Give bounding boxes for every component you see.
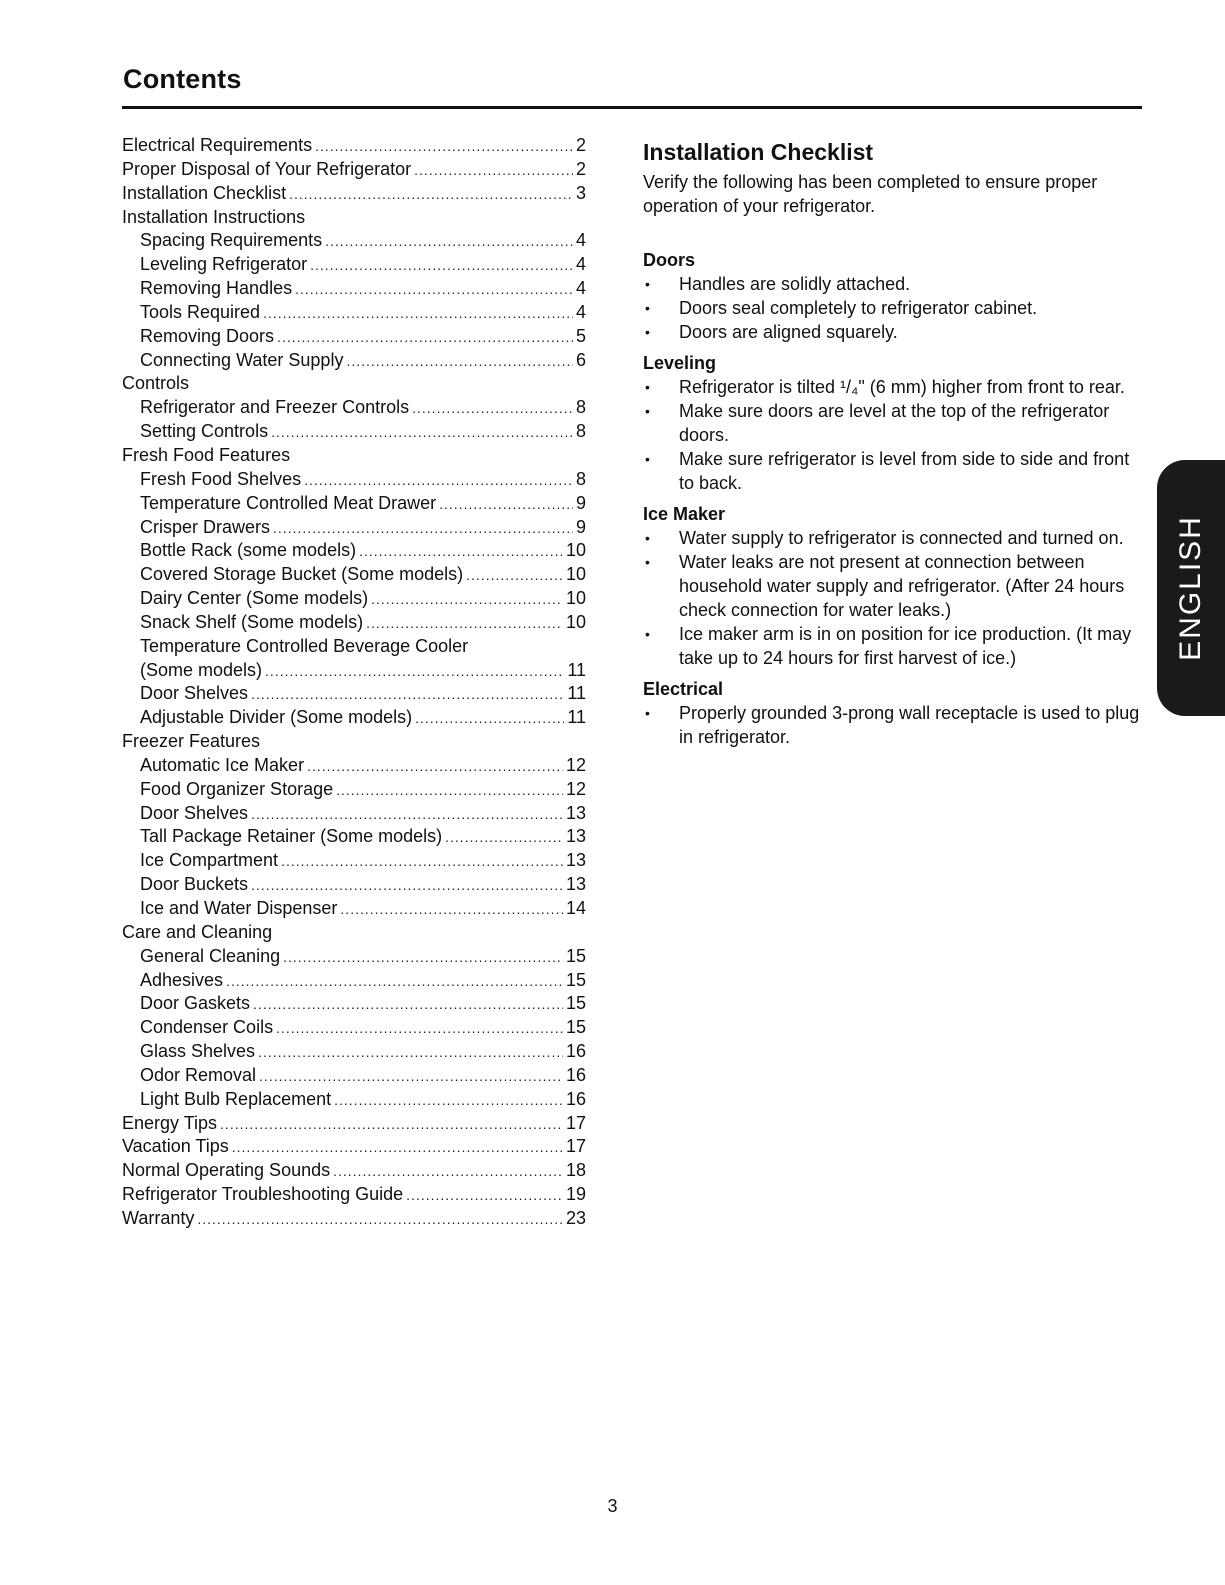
- toc-entry: [122, 396, 586, 420]
- toc-entry-label: Door Buckets: [140, 874, 249, 895]
- toc-entry-page: 4: [575, 254, 586, 275]
- toc-entry-label: Condenser Coils: [140, 1017, 274, 1038]
- toc-entry: [122, 563, 586, 587]
- installation-checklist: [643, 138, 1148, 749]
- bullet-icon: •: [645, 324, 650, 340]
- toc-entry-label: Light Bulb Replacement: [140, 1088, 332, 1109]
- checklist-title: Installation Checklist: [643, 139, 874, 165]
- toc-entry-label: Adjustable Divider (Some models): [140, 707, 413, 728]
- toc-entry: [122, 1040, 586, 1064]
- toc-entry-page: 19: [565, 1184, 586, 1205]
- toc-dot-leader: [315, 135, 573, 159]
- toc-entry-label: Normal Operating Sounds: [122, 1160, 331, 1181]
- toc-entry: [122, 444, 586, 468]
- doors-list: [643, 272, 1148, 344]
- toc-entry-label: (Some models): [140, 659, 263, 680]
- toc-dot-leader: [226, 970, 563, 994]
- toc-entry: [122, 1159, 586, 1183]
- toc-entry-label: Proper Disposal of Your Refrigerator: [122, 158, 412, 179]
- list-item: [643, 526, 1148, 550]
- toc-dot-leader: [283, 946, 563, 970]
- toc-entry-page: 11: [567, 707, 586, 728]
- toc-dot-leader: [414, 159, 573, 183]
- toc-dot-leader: [406, 1184, 563, 1208]
- toc-dot-leader: [263, 302, 573, 326]
- toc-entry: [122, 873, 586, 897]
- list-item-text: Refrigerator is tilted ¹/₄" (6 mm) higher from front to rear.: [679, 377, 1125, 397]
- toc-entry: [122, 1183, 586, 1207]
- toc-entry-page: 16: [565, 1088, 586, 1109]
- toc-entry: [122, 992, 586, 1016]
- list-item: [643, 447, 1148, 495]
- section-title: Electrical: [643, 679, 724, 699]
- toc-dot-leader: [439, 493, 573, 517]
- toc-dot-leader: [197, 1208, 563, 1232]
- toc-entry-label: Odor Removal: [140, 1064, 257, 1085]
- language-tab: [1157, 460, 1225, 716]
- toc-entry-page: 13: [565, 850, 586, 871]
- toc-entry-page: 15: [565, 1017, 586, 1038]
- toc-dot-leader: [251, 803, 563, 827]
- toc-dot-leader: [253, 993, 563, 1017]
- toc-entry: [122, 587, 586, 611]
- bullet-icon: •: [645, 554, 650, 570]
- page-number: 3: [607, 1496, 618, 1516]
- toc-entry-label: Removing Handles: [140, 278, 293, 299]
- toc-entry: [122, 301, 586, 325]
- toc-entry: [122, 182, 586, 206]
- toc-entry-page: 13: [565, 874, 586, 895]
- toc-dot-leader: [336, 779, 563, 803]
- toc-entry: [122, 1135, 586, 1159]
- toc-entry: [122, 921, 586, 945]
- toc-entry: [122, 969, 586, 993]
- list-item-text: Ice maker arm is in on position for ice production. (It may take up to 24 hours for first harvest of ice.): [679, 624, 1132, 668]
- toc-entry-page: 10: [565, 588, 586, 609]
- toc-entry-label: Tall Package Retainer (Some models): [140, 826, 443, 847]
- checklist-intro: Verify the following has been completed to ensure proper operation of your refrigerator.: [643, 172, 1098, 216]
- toc-entry-page: 4: [575, 230, 586, 251]
- toc-dot-leader: [271, 421, 573, 445]
- toc-dot-leader: [310, 254, 573, 278]
- toc-dot-leader: [371, 588, 563, 612]
- toc-entry: [122, 849, 586, 873]
- list-item-text: Doors seal completely to refrigerator cabinet.: [679, 298, 1038, 318]
- toc-entry-label: Temperature Controlled Beverage Cooler: [140, 635, 469, 656]
- toc-entry-page: 4: [575, 301, 586, 322]
- toc-entry-page: 18: [565, 1160, 586, 1181]
- toc-entry: [122, 825, 586, 849]
- toc-dot-leader: [304, 469, 573, 493]
- toc-entry-page: 10: [565, 540, 586, 561]
- toc-entry: [122, 706, 586, 730]
- toc-entry: [122, 1016, 586, 1040]
- toc-dot-leader: [259, 1065, 563, 1089]
- toc-dot-leader: [333, 1160, 563, 1184]
- toc-dot-leader: [466, 564, 563, 588]
- toc-entry: [122, 325, 586, 349]
- toc-entry-label: Ice Compartment: [140, 850, 279, 871]
- toc-entry: [122, 158, 586, 182]
- toc-entry: [122, 468, 586, 492]
- toc-entry: [122, 516, 586, 540]
- electrical-list: [643, 701, 1148, 749]
- toc-entry-page: 15: [565, 969, 586, 990]
- toc-dot-leader: [359, 540, 563, 564]
- toc-dot-leader: [265, 660, 564, 684]
- toc-entry-label: Connecting Water Supply: [140, 349, 344, 370]
- toc-dot-leader: [281, 850, 563, 874]
- toc-entry: [122, 134, 586, 158]
- toc-entry: [122, 802, 586, 826]
- toc-entry: [122, 492, 586, 516]
- toc-entry-page: 9: [575, 492, 586, 513]
- toc-entry-page: 12: [565, 778, 586, 799]
- toc-entry-page: 17: [565, 1112, 586, 1133]
- toc-dot-leader: [366, 612, 563, 636]
- toc-entry-label: Covered Storage Bucket (Some models): [140, 564, 464, 585]
- toc-entry: [122, 206, 586, 230]
- toc-entry: [122, 349, 586, 373]
- toc-entry-label: Door Shelves: [140, 683, 249, 704]
- toc-entry-page: 6: [575, 349, 586, 370]
- toc-dot-leader: [251, 683, 564, 707]
- toc-entry-page: 5: [575, 325, 586, 346]
- toc-dot-leader: [334, 1089, 563, 1113]
- toc-entry-page: 2: [575, 135, 586, 155]
- toc-entry-page: 8: [575, 421, 586, 442]
- toc-entry-page: 10: [565, 611, 586, 632]
- electrical-section: [643, 677, 1148, 749]
- toc-entry-page: 16: [565, 1041, 586, 1062]
- bullet-icon: •: [645, 626, 650, 642]
- toc-entry-page: 15: [565, 945, 586, 966]
- language-tab-label: ENGLISH: [1174, 515, 1207, 661]
- table-of-contents: [122, 134, 586, 1231]
- toc-entry-page: 3: [575, 182, 586, 203]
- list-item: [643, 272, 1148, 296]
- bullet-icon: •: [645, 379, 650, 395]
- section-title: Doors: [643, 250, 696, 270]
- toc-entry-label: Automatic Ice Maker: [140, 754, 305, 775]
- toc-entry-label: Crisper Drawers: [140, 516, 271, 537]
- toc-entry: [122, 754, 586, 778]
- toc-entry-label: Controls: [122, 373, 190, 394]
- list-item-text: Handles are solidly attached.: [679, 274, 911, 294]
- toc-entry-page: 17: [565, 1136, 586, 1157]
- page-title: Contents: [123, 64, 242, 94]
- toc-entry-label: Installation Instructions: [122, 206, 306, 227]
- toc-entry: [122, 1064, 586, 1088]
- bullet-icon: •: [645, 451, 650, 467]
- toc-entry-label: Installation Checklist: [122, 182, 287, 203]
- toc-dot-leader: [220, 1113, 563, 1137]
- toc-dot-leader: [445, 826, 563, 850]
- toc-entry-page: 13: [565, 802, 586, 823]
- toc-entry-label: Energy Tips: [122, 1112, 218, 1133]
- toc-entry: [122, 539, 586, 563]
- toc-entry: [122, 730, 586, 754]
- toc-entry-label: Spacing Requirements: [140, 230, 323, 251]
- list-item-text: Make sure doors are level at the top of the refrigerator doors.: [679, 401, 1110, 445]
- toc-entry-label: Dairy Center (Some models): [140, 588, 369, 609]
- leveling-list: [643, 375, 1148, 495]
- toc-entry-label: Refrigerator Troubleshooting Guide: [122, 1184, 404, 1205]
- list-item: [643, 622, 1148, 670]
- toc-entry: [122, 1207, 586, 1231]
- toc-entry-label: Bottle Rack (some models): [140, 540, 357, 561]
- toc-entry-page: 11: [567, 659, 586, 680]
- toc-entry-label: Care and Cleaning: [122, 921, 273, 942]
- toc-entry-label: Fresh Food Shelves: [140, 468, 302, 489]
- toc-entry-label: Tools Required: [140, 301, 261, 322]
- toc-dot-leader: [273, 517, 573, 541]
- toc-entry: [122, 635, 586, 659]
- toc-entry-label: Temperature Controlled Meat Drawer: [140, 492, 437, 513]
- toc-entry-label: Removing Doors: [140, 325, 275, 346]
- toc-entry-label: Electrical Requirements: [122, 135, 313, 155]
- toc-dot-leader: [412, 397, 573, 421]
- toc-entry-page: 4: [575, 278, 586, 299]
- toc-dot-leader: [295, 278, 573, 302]
- toc-entry-page: 8: [575, 397, 586, 418]
- toc-entry: [122, 1088, 586, 1112]
- toc-entry-label: General Cleaning: [140, 945, 281, 966]
- toc-entry-label: Glass Shelves: [140, 1041, 256, 1062]
- toc-entry: [122, 682, 586, 706]
- toc-entry-label: Vacation Tips: [122, 1136, 229, 1157]
- list-item: [643, 399, 1148, 447]
- toc-entry: [122, 1112, 586, 1136]
- bullet-icon: •: [645, 403, 650, 419]
- toc-entry: [122, 611, 586, 635]
- bullet-icon: •: [645, 705, 650, 721]
- bullet-icon: •: [645, 276, 650, 292]
- toc-entry-page: 8: [575, 468, 586, 489]
- toc-dot-leader: [232, 1136, 563, 1160]
- toc-entry-page: 2: [575, 158, 586, 179]
- list-item-text: Water leaks are not present at connection between household water supply and refrigerator. (After 24 hours check connection for water leaks.): [679, 552, 1125, 620]
- toc-entry-label: Snack Shelf (Some models): [140, 611, 364, 632]
- toc-dot-leader: [251, 874, 563, 898]
- toc-entry: [122, 277, 586, 301]
- section-title: Ice Maker: [643, 504, 726, 524]
- toc-entry-page: 10: [565, 564, 586, 585]
- ice-maker-section: [643, 502, 1148, 670]
- toc-entry: [122, 253, 586, 277]
- bullet-icon: •: [645, 530, 650, 546]
- toc-entry-page: 11: [567, 683, 586, 704]
- toc-entry: [122, 659, 586, 683]
- toc-entry-page: 14: [565, 898, 586, 918]
- list-item-text: Make sure refrigerator is level from side to side and front to back.: [679, 449, 1130, 493]
- toc-entry-label: Leveling Refrigerator: [140, 254, 308, 275]
- toc-entry-label: Ice and Water Dispenser: [140, 898, 338, 918]
- toc-entry-page: 23: [565, 1207, 586, 1228]
- toc-dot-leader: [415, 707, 564, 731]
- toc-entry: [122, 897, 586, 921]
- list-item: [643, 375, 1148, 399]
- list-item: [643, 320, 1148, 344]
- toc-entry-page: 12: [565, 754, 586, 775]
- toc-entry-page: 9: [575, 516, 586, 537]
- toc-entry-label: Door Gaskets: [140, 993, 251, 1014]
- toc-dot-leader: [307, 755, 563, 779]
- toc-dot-leader: [289, 183, 573, 207]
- toc-entry-label: Door Shelves: [140, 802, 249, 823]
- ice-maker-list: [643, 526, 1148, 670]
- toc-entry: [122, 229, 586, 253]
- toc-entry-page: 13: [565, 826, 586, 847]
- toc-dot-leader: [276, 1017, 563, 1041]
- list-item-text: Properly grounded 3-prong wall receptacle is used to plug in refrigerator.: [679, 703, 1140, 747]
- toc-entry: [122, 945, 586, 969]
- toc-dot-leader: [325, 230, 573, 254]
- list-item-text: Water supply to refrigerator is connected and turned on.: [679, 528, 1124, 548]
- toc-entry: [122, 778, 586, 802]
- list-item: [643, 701, 1148, 749]
- bullet-icon: •: [645, 300, 650, 316]
- toc-dot-leader: [258, 1041, 563, 1065]
- toc-dot-leader: [346, 350, 573, 374]
- toc-entry: [122, 420, 586, 444]
- toc-dot-leader: [277, 326, 573, 350]
- title-divider: [122, 106, 1142, 109]
- doors-section: [643, 248, 1148, 344]
- toc-entry-label: Adhesives: [140, 969, 224, 990]
- toc-entry-label: Fresh Food Features: [122, 444, 291, 465]
- toc-entry-label: Freezer Features: [122, 731, 261, 752]
- list-item: [643, 550, 1148, 622]
- toc-entry-label: Setting Controls: [140, 421, 269, 442]
- toc-dot-leader: [340, 898, 563, 922]
- toc-entry-label: Warranty: [122, 1207, 195, 1228]
- toc-entry-page: 15: [565, 993, 586, 1014]
- leveling-section: [643, 351, 1148, 495]
- toc-entry: [122, 372, 586, 396]
- list-item: [643, 296, 1148, 320]
- toc-entry-page: 16: [565, 1064, 586, 1085]
- toc-entry-label: Refrigerator and Freezer Controls: [140, 397, 410, 418]
- list-item-text: Doors are aligned squarely.: [679, 322, 898, 342]
- toc-entry-label: Food Organizer Storage: [140, 778, 334, 799]
- section-title: Leveling: [643, 353, 717, 373]
